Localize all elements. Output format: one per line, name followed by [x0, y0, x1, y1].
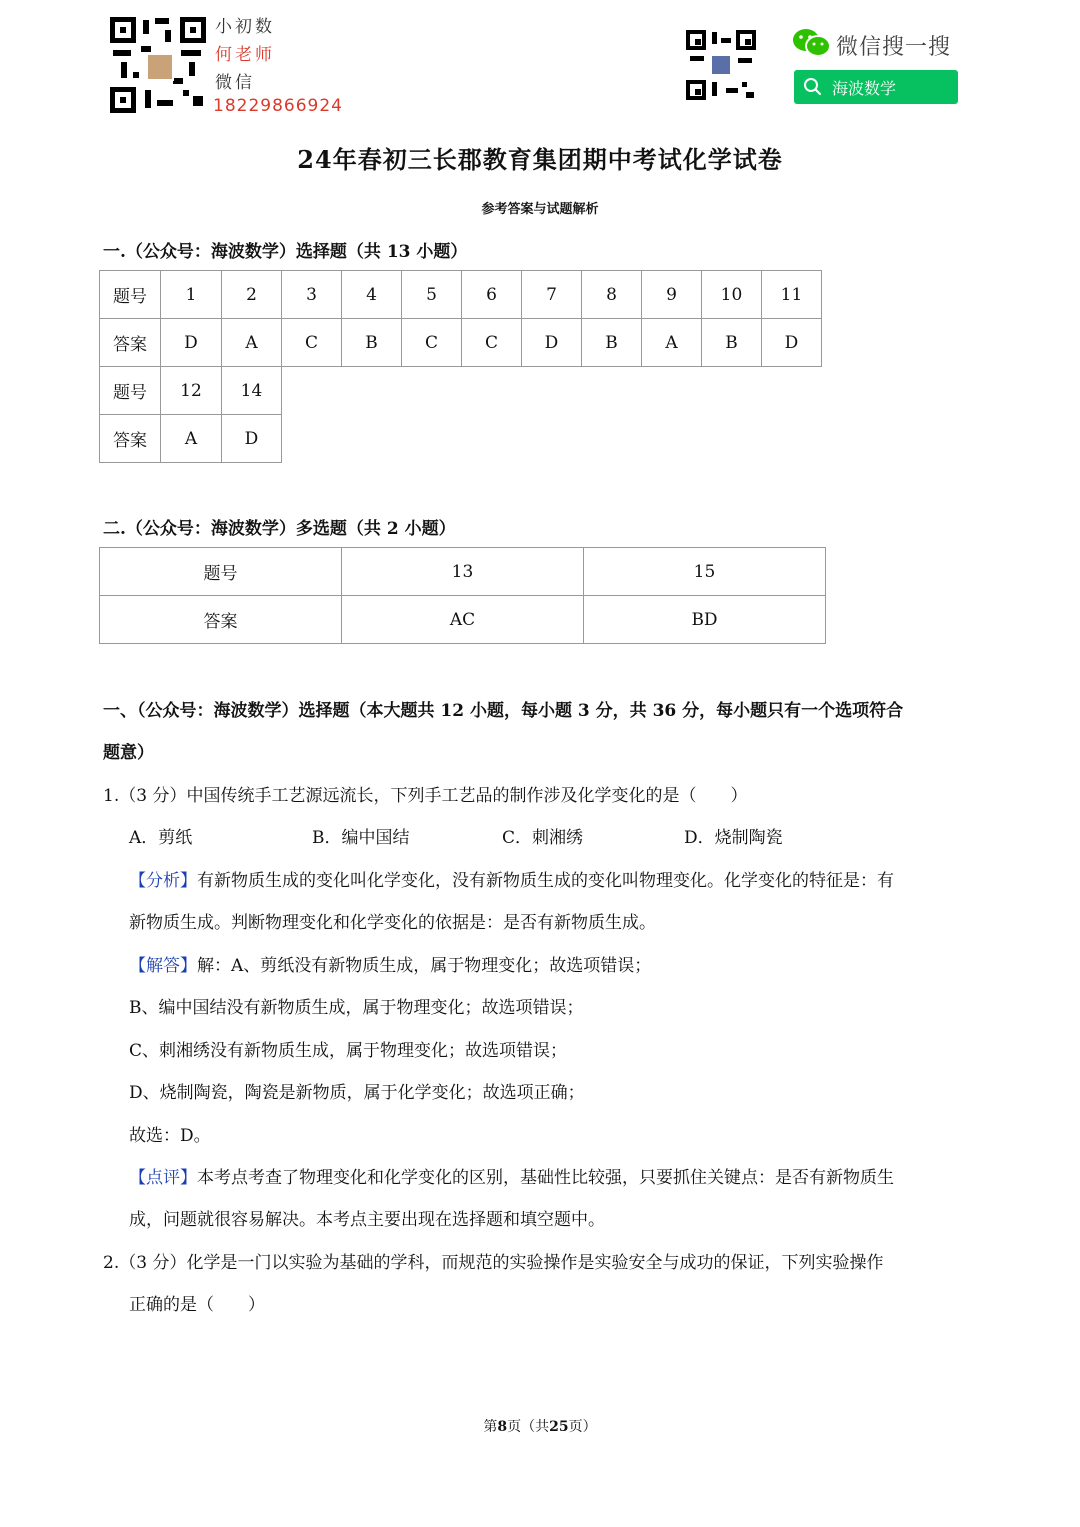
- table-cell: 2: [222, 271, 282, 319]
- footer-prefix: 第: [483, 1419, 498, 1435]
- section2-answer-table: [99, 547, 826, 644]
- wechat-qr-code: [686, 30, 756, 100]
- review-tag: 【点评】: [129, 1168, 197, 1188]
- table-cell: 10: [702, 271, 762, 319]
- wechat-search-box[interactable]: [794, 70, 958, 104]
- q1-option-a: A．剪纸: [129, 828, 193, 848]
- teacher-info-line-2: 何老师: [215, 45, 275, 65]
- table-cell: AC: [342, 596, 584, 644]
- q1-option-b: B．编中国结: [312, 828, 410, 848]
- q1-solution-line5: 故选：D。: [129, 1126, 211, 1146]
- table-cell: D: [161, 319, 222, 367]
- analysis-tag: 【分析】: [129, 871, 197, 891]
- table-cell: D: [522, 319, 582, 367]
- avatar-photo: [146, 53, 174, 81]
- table-row: [100, 596, 826, 644]
- page-footer: [0, 1416, 1080, 1436]
- wechat-logo-icon: [792, 28, 832, 58]
- q1-solution-line1: [129, 951, 651, 976]
- table-cell: 7: [522, 271, 582, 319]
- q1-stem: 1.（3 分）中国传统手工艺源远流长，下列手工艺品的制作涉及化学变化的是（ ）: [103, 786, 748, 806]
- table-cell: C: [402, 319, 462, 367]
- table-row: [100, 415, 282, 463]
- table-cell: 12: [161, 367, 222, 415]
- table-cell: 答案: [100, 319, 161, 367]
- solution-text: 解：A、剪纸没有新物质生成，属于物理变化；故选项错误；: [197, 956, 652, 976]
- table-cell: B: [582, 319, 642, 367]
- table-cell: A: [222, 319, 282, 367]
- q2-stem-line2: 正确的是（ ）: [129, 1295, 265, 1315]
- table-cell: A: [161, 415, 222, 463]
- search-icon: [802, 76, 824, 98]
- table-cell: 题号: [100, 548, 342, 596]
- table-cell: 9: [642, 271, 702, 319]
- table-cell: 题号: [100, 367, 161, 415]
- table-cell: 15: [584, 548, 826, 596]
- section1-answer-table-b: [99, 366, 282, 463]
- table-cell: B: [342, 319, 402, 367]
- table-row: [100, 271, 822, 319]
- table-cell: 13: [342, 548, 584, 596]
- section3-heading-line1: 一、（公众号：海波数学）选择题（本大题共 12 小题，每小题 3 分，共 36 分，每小题只有一个选项符合: [103, 701, 904, 721]
- table-cell: B: [702, 319, 762, 367]
- q1-option-c: C．刺湘绣: [502, 828, 584, 848]
- table-cell: D: [222, 415, 282, 463]
- table-cell: 6: [462, 271, 522, 319]
- section1-answer-table-a: [99, 270, 822, 367]
- table-cell: 答案: [100, 596, 342, 644]
- footer-suffix: 页）: [568, 1419, 597, 1435]
- teacher-phone: 18229866924: [213, 96, 343, 116]
- q1-solution-line3: C、刺湘绣没有新物质生成，属于物理变化；故选项错误；: [129, 1041, 568, 1061]
- section3-heading-line2: 题意）: [103, 743, 154, 763]
- wechat-search-text: 海波数学: [832, 78, 897, 98]
- table-row: [100, 319, 822, 367]
- qr-logo: [712, 56, 730, 74]
- teacher-qr-code: [109, 16, 207, 114]
- table-cell: 4: [342, 271, 402, 319]
- footer-page-number: 8: [497, 1419, 508, 1435]
- q1-review-line1: [129, 1163, 894, 1188]
- table-row: [100, 548, 826, 596]
- q1-solution-line4: D、烧制陶瓷，陶瓷是新物质，属于化学变化；故选项正确；: [129, 1083, 585, 1103]
- table-cell: BD: [584, 596, 826, 644]
- table-cell: 题号: [100, 271, 161, 319]
- q1-option-d: D．烧制陶瓷: [684, 828, 783, 848]
- table-cell: 3: [282, 271, 342, 319]
- document-title: 24年春初三长郡教育集团期中考试化学试卷: [297, 145, 783, 174]
- footer-middle: 页（共: [507, 1419, 550, 1435]
- teacher-info-line-1: 小初数: [215, 17, 275, 37]
- footer-total-pages: 25: [549, 1419, 569, 1435]
- q1-analysis-line1: [129, 866, 894, 891]
- q1-solution-line2: B、编中国结没有新物质生成，属于物理变化；故选项错误；: [129, 998, 584, 1018]
- table-cell: C: [462, 319, 522, 367]
- table-cell: 8: [582, 271, 642, 319]
- section2-heading: 二.（公众号：海波数学）多选题（共 2 小题）: [103, 519, 456, 539]
- table-cell: D: [762, 319, 822, 367]
- q2-stem-line1: 2.（3 分）化学是一门以实验为基础的学科，而规范的实验操作是实验安全与成功的保证，下列实验操作: [103, 1253, 884, 1273]
- table-cell: 5: [402, 271, 462, 319]
- table-cell: C: [282, 319, 342, 367]
- solution-tag: 【解答】: [129, 956, 197, 976]
- document-subtitle: 参考答案与试题解析: [481, 202, 599, 217]
- analysis-text: 有新物质生成的变化叫化学变化，没有新物质生成的变化叫物理变化。化学变化的特征是：有: [197, 871, 894, 891]
- table-cell: 答案: [100, 415, 161, 463]
- review-text: 本考点考查了物理变化和化学变化的区别，基础性比较强，只要抓住关键点：是否有新物质生: [197, 1168, 894, 1188]
- q1-analysis-line2: 新物质生成。判断物理变化和化学变化的依据是：是否有新物质生成。: [129, 913, 656, 933]
- q1-review-line2: 成，问题就很容易解决。本考点主要出现在选择题和填空题中。: [129, 1210, 605, 1230]
- table-cell: 14: [222, 367, 282, 415]
- table-row: [100, 367, 282, 415]
- table-cell: A: [642, 319, 702, 367]
- teacher-info-line-3: 微信: [215, 73, 255, 93]
- table-cell: 1: [161, 271, 222, 319]
- table-cell: 11: [762, 271, 822, 319]
- section1-heading: 一.（公众号：海波数学）选择题（共 13 小题）: [103, 242, 468, 262]
- wechat-search-title: 微信搜一搜: [836, 35, 952, 60]
